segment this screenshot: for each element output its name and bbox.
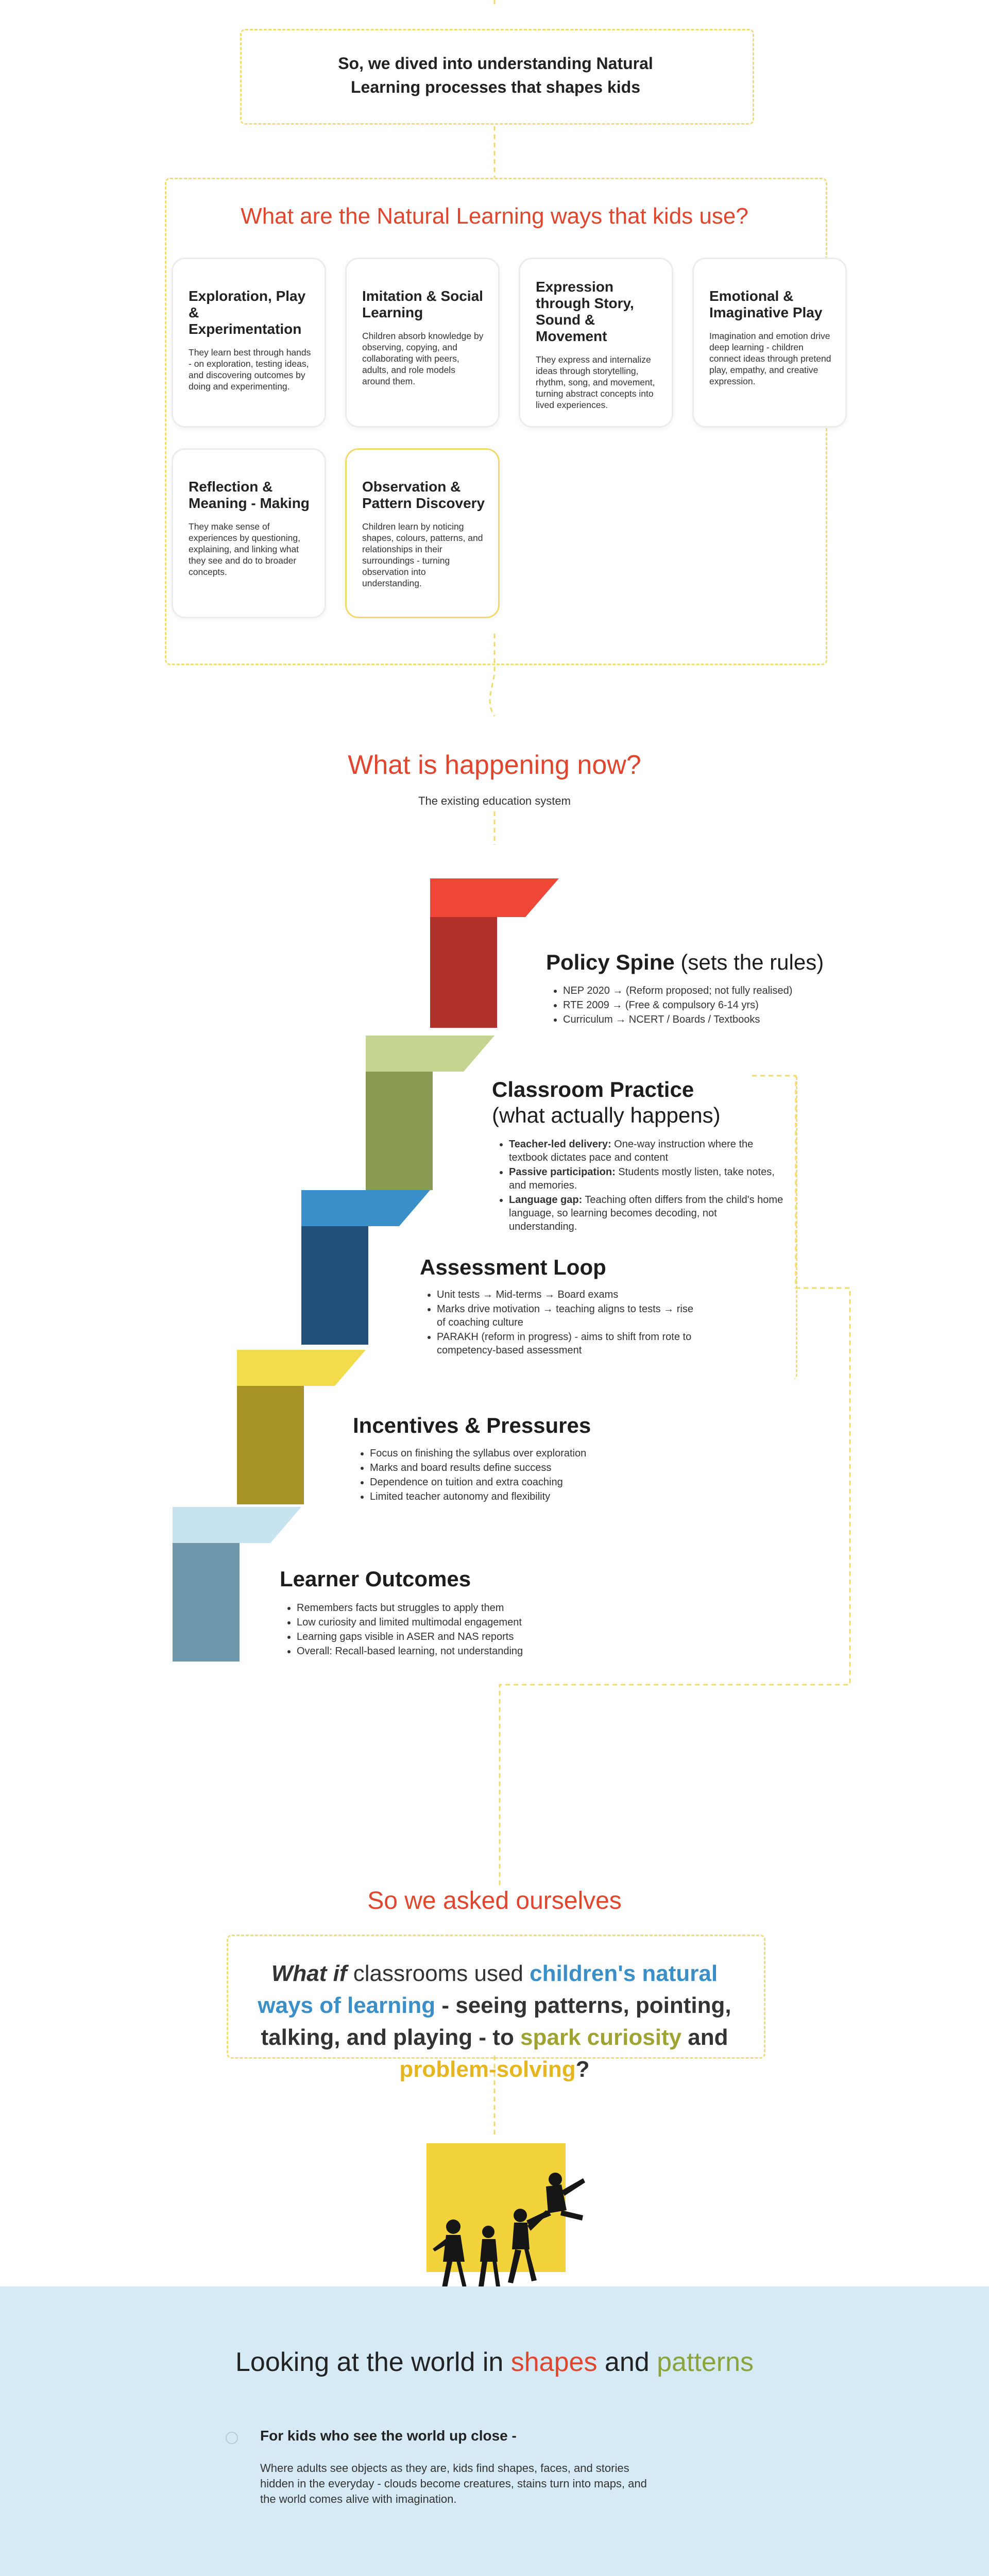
outcomes-list bbox=[282, 1601, 565, 1659]
outcomes-item: • Low curiosity and limited multimodal engagement bbox=[297, 1616, 565, 1629]
classroom-item-key: Language gap: bbox=[509, 1194, 583, 1206]
natural-learning-heading: What are the Natural Learning ways that kids use? bbox=[241, 204, 748, 229]
card-title: Emotional & Imaginative Play bbox=[709, 288, 823, 320]
question-part: - seeing patterns, pointing, talking, and playing - to bbox=[261, 1993, 731, 2050]
incentives-title: Incentives & Pressures bbox=[353, 1413, 591, 1437]
policy-item: • Curriculum → NCERT / Boards / Textbooks bbox=[563, 1013, 821, 1026]
step-classroom bbox=[366, 1072, 433, 1190]
incentives-item: • Limited teacher autonomy and flexibility bbox=[370, 1490, 638, 1503]
kids-title: For kids who see the world up close - bbox=[260, 2428, 517, 2444]
world-heading-shapes: shapes bbox=[510, 2347, 598, 2377]
classroom-item-key: Passive participation: bbox=[509, 1166, 616, 1178]
question-text bbox=[242, 1958, 747, 2086]
classroom-list bbox=[494, 1138, 787, 1234]
happening-now-subheading: The existing education system bbox=[418, 794, 571, 807]
card-body: They express and internalize ideas through storytelling, rhythm, song, and movement, turning abstract concepts into lived experiences. bbox=[536, 354, 655, 410]
classroom-title-main: Classroom Practice bbox=[492, 1077, 694, 1101]
step-assessment bbox=[301, 1226, 368, 1345]
card-emotional bbox=[692, 258, 847, 428]
step-classroom-top bbox=[366, 1036, 494, 1072]
classroom-item bbox=[509, 1165, 787, 1192]
intro-text bbox=[240, 52, 751, 99]
incentives-item: • Dependence on tuition and extra coaching bbox=[370, 1476, 638, 1489]
step-assessment-top bbox=[301, 1190, 430, 1226]
card-body: They learn best through hands - on exploration, testing ideas, and discovering outcomes by doing and experimenting. bbox=[189, 347, 311, 392]
policy-item: • RTE 2009 → (Free & compulsory 6-14 yrs) bbox=[563, 998, 821, 1012]
classroom-item-value: Teaching often differs from the child's home language, so learning becomes decoding, not understanding. bbox=[509, 1194, 783, 1232]
policy-title-paren: (sets the rules) bbox=[680, 950, 824, 974]
happening-now-heading: What is happening now? bbox=[348, 750, 641, 780]
outcomes-title: Learner Outcomes bbox=[280, 1567, 471, 1591]
card-body: Children learn by noticing shapes, colours, patterns, and relationships in their surroundings - turning observation into understanding. bbox=[362, 521, 483, 588]
question-problem: problem-solving bbox=[399, 2057, 576, 2082]
card-title: Exploration, Play & Experimentation bbox=[189, 288, 306, 337]
asked-heading: So we asked ourselves bbox=[367, 1887, 622, 1914]
card-title: Reflection & Meaning - Making bbox=[189, 479, 310, 511]
world-heading-text: and bbox=[597, 2347, 657, 2377]
step-outcomes bbox=[173, 1543, 240, 1662]
question-mark: ? bbox=[575, 2057, 590, 2082]
bullet-circle-icon bbox=[226, 2432, 238, 2444]
assessment-list bbox=[422, 1288, 705, 1358]
step-incentives-top bbox=[237, 1350, 366, 1386]
policy-item: • NEP 2020 → (Reform proposed; not fully realised) bbox=[563, 984, 821, 997]
card-reflection bbox=[172, 448, 326, 618]
card-body: Imagination and emotion drive deep learning - children connect ideas through pretend play, empathy, and creative expression. bbox=[709, 331, 831, 386]
assessment-item: • Unit tests → Mid-terms → Board exams bbox=[437, 1288, 705, 1301]
step-outcomes-top bbox=[173, 1507, 301, 1543]
assessment-item: • Marks drive motivation → teaching aligns to tests → rise of coaching culture bbox=[437, 1302, 705, 1329]
classroom-item bbox=[509, 1138, 787, 1164]
card-title: Observation & Pattern Discovery bbox=[362, 479, 485, 511]
card-body: They make sense of experiences by questioning, explaining, and linking what they see and do to broader concepts. bbox=[189, 521, 300, 577]
outcomes-item: • Learning gaps visible in ASER and NAS reports bbox=[297, 1630, 565, 1643]
kids-jumping-illustration bbox=[391, 2133, 608, 2303]
policy-title bbox=[546, 950, 824, 975]
question-part: and bbox=[681, 2025, 728, 2050]
intro-line-2: Learning processes that shapes kids bbox=[351, 78, 640, 96]
question-part: classrooms used bbox=[347, 1961, 530, 1986]
incentives-item: • Marks and board results define success bbox=[370, 1461, 638, 1475]
card-imitation bbox=[345, 258, 500, 428]
card-expression bbox=[519, 258, 673, 428]
kids-body: Where adults see objects as they are, kids find shapes, faces, and stories hidden in the everyday - clouds become creatures, stains turn into maps, and the world comes alive with imagination. bbox=[260, 2462, 647, 2505]
card-exploration bbox=[172, 258, 326, 428]
question-natural-ways: children's natural ways of learning bbox=[258, 1961, 718, 2018]
card-body: Children absorb knowledge by observing, copying, and collaborating with peers, adults, and role models around them. bbox=[362, 331, 484, 386]
card-observation bbox=[345, 448, 500, 618]
question-spark: spark curiosity bbox=[520, 2025, 682, 2050]
assessment-item: • PARAKH (reform in progress) - aims to shift from rote to competency-based assessment bbox=[437, 1330, 705, 1357]
question-what-if: What if bbox=[271, 1961, 347, 1986]
incentives-list bbox=[355, 1447, 638, 1504]
classroom-title bbox=[492, 1077, 721, 1128]
step-policy bbox=[430, 917, 497, 1028]
policy-title-main: Policy Spine bbox=[546, 950, 675, 974]
outcomes-item: • Overall: Recall-based learning, not understanding bbox=[297, 1645, 565, 1658]
policy-list bbox=[549, 984, 821, 1027]
classroom-title-paren: (what actually happens) bbox=[492, 1103, 721, 1127]
assessment-title: Assessment Loop bbox=[420, 1255, 606, 1279]
classroom-item-value: One-way instruction where the textbook dictates pace and content bbox=[509, 1139, 754, 1163]
classroom-item-value: Students mostly listen, take notes, and memories. bbox=[509, 1166, 775, 1191]
classroom-item bbox=[509, 1193, 787, 1233]
incentives-item: • Focus on finishing the syllabus over exploration bbox=[370, 1447, 638, 1460]
intro-line-1: So, we dived into understanding Natural bbox=[338, 54, 653, 73]
world-heading-patterns: patterns bbox=[657, 2347, 754, 2377]
card-title: Imitation & Social Learning bbox=[362, 288, 483, 320]
classroom-item-key: Teacher-led delivery: bbox=[509, 1139, 611, 1150]
world-heading-text: Looking at the world in bbox=[235, 2347, 511, 2377]
card-title: Expression through Story, Sound & Movement bbox=[536, 279, 634, 344]
outcomes-item: • Remembers facts but struggles to apply them bbox=[297, 1601, 565, 1615]
step-policy-top bbox=[430, 878, 559, 917]
world-heading bbox=[0, 2347, 989, 2378]
step-incentives bbox=[237, 1386, 304, 1504]
